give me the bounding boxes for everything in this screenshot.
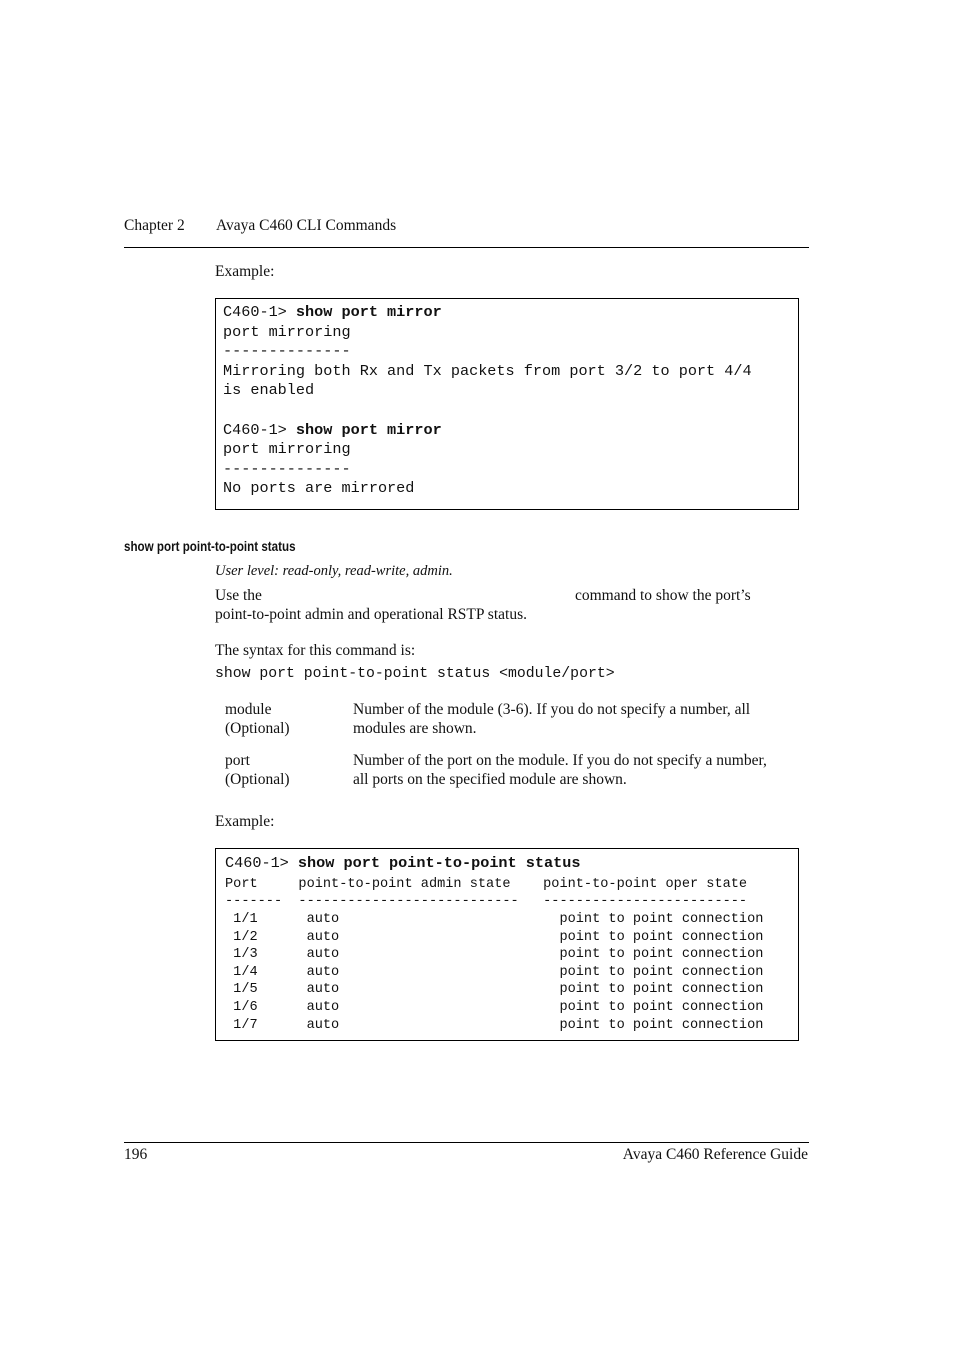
desc-rest: command to show the port’s <box>575 587 751 604</box>
code-line: Mirroring both Rx and Tx packets from port 3/2 to port 4/4 <box>223 361 752 380</box>
code-box-p2p <box>215 848 799 1041</box>
example-label: Example: <box>215 263 275 280</box>
header-rule <box>124 247 809 248</box>
command: show port mirror <box>295 420 442 439</box>
code-line: is enabled <box>223 381 315 400</box>
param-optional: (Optional) <box>225 720 290 737</box>
prompt: C460-1> <box>225 854 298 872</box>
table-rows <box>225 911 763 1034</box>
table-row: 1/4 auto point to point connection <box>225 964 764 980</box>
chapter-title: Avaya C460 CLI Commands <box>216 217 397 234</box>
table-header: Port point-to-point admin state point-to-point oper state <box>225 877 748 892</box>
code-line <box>223 421 752 441</box>
prompt: C460-1> <box>223 420 296 439</box>
code-line <box>223 303 752 323</box>
command: show port point-to-point status <box>297 854 581 872</box>
prompt: C460-1> <box>223 303 296 321</box>
code-line: port mirroring <box>223 440 351 459</box>
param-port <box>225 751 335 789</box>
param-module-desc: Number of the module (3-6). If you do not specify a number, all modules are shown. <box>353 701 751 737</box>
param-port-desc: Number of the port on the module. If you do not specify a number, all ports on the specified module are shown. <box>353 752 767 788</box>
section-heading: show port point-to-point status <box>124 539 296 554</box>
chapter-label: Chapter 2 <box>124 217 185 234</box>
param-name: port <box>225 752 250 769</box>
code-line: -------------- <box>223 459 351 478</box>
code-line: No ports are mirrored <box>223 479 415 498</box>
code-line: port mirroring <box>223 322 351 341</box>
user-level: User level: read-only, read-write, admin. <box>215 563 453 579</box>
table-row: 1/1 auto point to point connection <box>225 912 764 927</box>
page-number: 196 <box>124 1146 148 1163</box>
desc-line2: point-to-point admin and operational RSTP status. <box>215 606 527 623</box>
table-divider: ------- --------------------------- ------------------------- <box>225 894 748 909</box>
table-row: 1/7 auto point to point connection <box>225 1017 764 1033</box>
code-line: -------------- <box>223 342 351 361</box>
table-row: 1/6 auto point to point connection <box>225 999 764 1015</box>
param-name: module <box>225 701 272 718</box>
desc-use-the: Use the <box>215 587 262 604</box>
table-row: 1/5 auto point to point connection <box>225 982 764 998</box>
param-optional: (Optional) <box>225 771 290 788</box>
guide-title: Avaya C460 Reference Guide <box>622 1146 808 1163</box>
command: show port mirror <box>295 303 442 321</box>
param-module <box>225 700 335 738</box>
table-row: 1/3 auto point to point connection <box>225 947 764 963</box>
code-command-line <box>225 854 580 873</box>
example-label-2: Example: <box>215 813 275 830</box>
syntax-line: show port point-to-point status <module/port> <box>215 666 615 682</box>
table-row: 1/2 auto point to point connection <box>225 929 764 945</box>
syntax-intro: The syntax for this command is: <box>215 642 416 659</box>
footer-rule <box>124 1142 809 1143</box>
code-block <box>223 303 752 499</box>
code-line <box>223 401 752 421</box>
code-box-mirror <box>215 298 799 510</box>
